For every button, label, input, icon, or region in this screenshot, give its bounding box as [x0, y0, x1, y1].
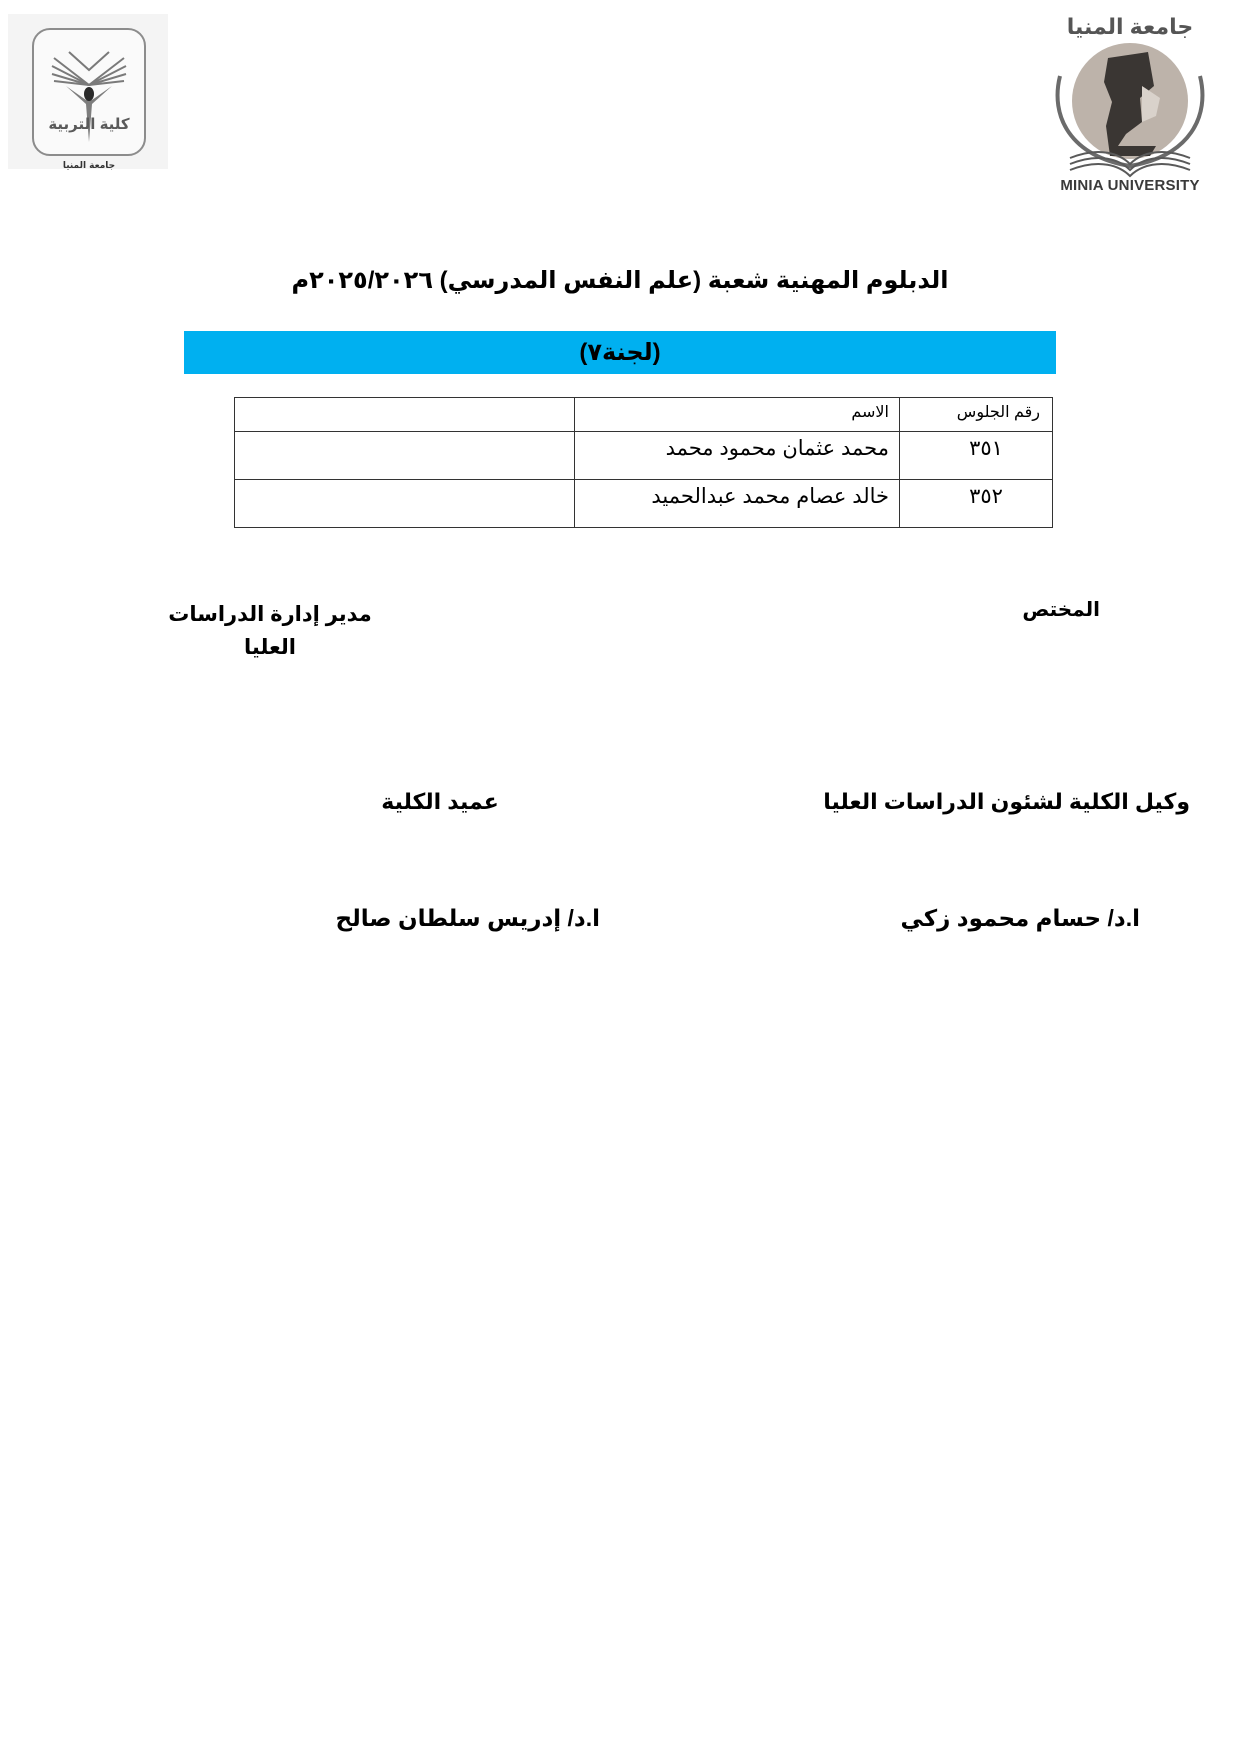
vice-dean-title: وكيل الكلية لشئون الدراسات العليا	[823, 789, 1190, 814]
extra-cell	[235, 480, 575, 528]
extra-cell	[235, 432, 575, 480]
committee-label: (لجنة٧)	[579, 339, 661, 366]
table-row	[235, 480, 1053, 528]
nefertiti-bust-icon	[1030, 6, 1230, 181]
header-name: الاسم	[575, 398, 900, 432]
seat-number-cell: ٣٥٢	[900, 480, 1053, 528]
student-name-cell: محمد عثمان محمود محمد	[575, 432, 900, 480]
faculty-of-education-logo	[8, 14, 168, 169]
header-extra	[235, 398, 575, 432]
dean-name: ا.د/ إدريس سلطان صالح	[335, 905, 600, 931]
committee-banner	[184, 331, 1056, 374]
seat-number-cell: ٣٥١	[900, 432, 1053, 480]
university-name: جامعة المنيا	[62, 161, 116, 171]
dean-title: عميد الكلية	[381, 789, 499, 814]
student-name-cell: خالد عصام محمد عبدالحميد	[575, 480, 900, 528]
director-title-line1: مدير إدارة الدراسات	[168, 603, 372, 626]
document-title: الدبلوم المهنية شعبة (علم النفس المدرسي) ٢٠٢٥/٢٠٢٦م	[291, 267, 949, 294]
director-title-line2: العليا	[244, 636, 296, 659]
table-header-row	[235, 398, 1053, 432]
vice-dean-name: ا.د/ حسام محمود زكي	[900, 905, 1140, 931]
faculty-name: كلية التربية	[48, 116, 130, 133]
university-name-english: MINIA UNIVERSITY	[1060, 177, 1200, 194]
logo-frame	[32, 28, 146, 171]
header-seat-number: رقم الجلوس	[900, 398, 1053, 432]
university-name-arabic: جامعة المنيا	[1066, 14, 1194, 39]
open-book-person-icon	[34, 30, 144, 154]
director-signature-label	[140, 598, 400, 664]
specialist-signature-label: المختص	[1022, 599, 1100, 621]
minia-university-logo	[1030, 6, 1230, 201]
students-table	[234, 397, 1053, 528]
table-row	[235, 432, 1053, 480]
